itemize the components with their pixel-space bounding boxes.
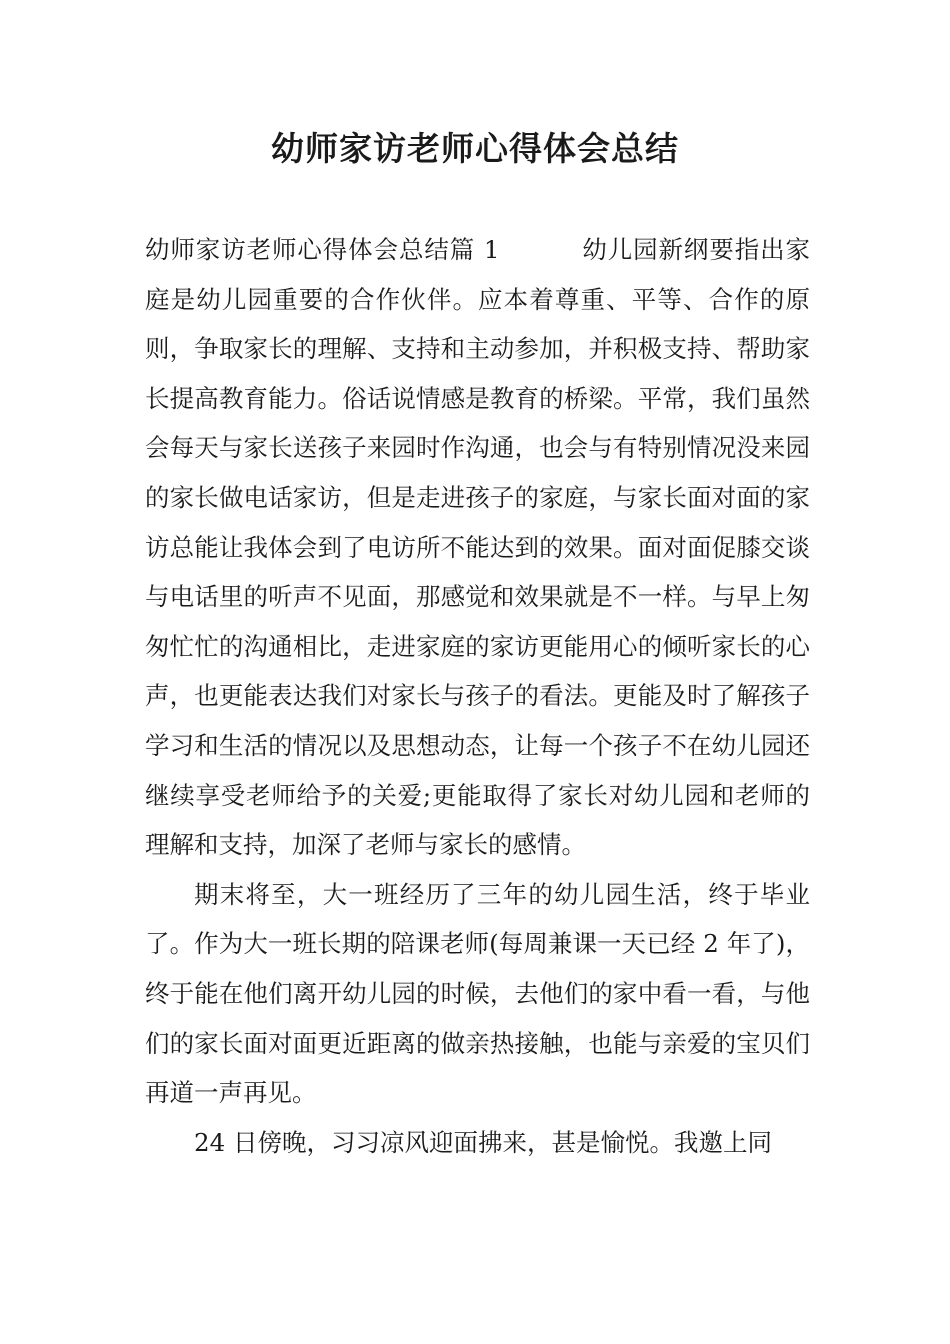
paragraph-text: 幼儿园新纲要指出家庭是幼儿园重要的合作伙伴。应本着尊重、平等、合作的原则，争取家长的理解、支持和主动参加，并积极支持、帮助家长提高教育能力。俗话说情感是教育的桥梁。平常，我们虽然会每天与家长送孩子来园时作沟通，也会与有特别情况没来园的家长做电话家访，但是走进孩子的家庭，与家长面对面的家访总能让我体会到了电访所不能达到的效果。面对面促膝交谈与电话里的听声不见面，那感觉和效果就是不一样。与早上匆匆忙忙的沟通相比，走进家庭的家访更能用心的倾听家长的心声，也更能表达我们对家长与孩子的看法。更能及时了解孩子学习和生活的情况以及思想动态，让每一个孩子不在幼儿园还继续享受老师给予的关爱;更能取得了家长对幼儿园和老师的理解和支持，加深了老师与家长的感情。 [145, 235, 811, 860]
paragraph-2: 期末将至，大一班经历了三年的幼儿园生活，终于毕业了。作为大一班长期的陪课老师(每周兼课一天已经 2 年了)，终于能在他们离开幼儿园的时候，去他们的家中看一看，与他们的家长面对面更近距离的做亲热接触，也能与亲爱的宝贝们再道一声再见。 [145, 879, 810, 1108]
paragraph-3: 24 日傍晚，习习凉风迎面拂来，甚是愉悦。我邀上同 [194, 1127, 772, 1157]
section-heading: 幼师家访老师心得体会总结篇 1 [145, 235, 500, 264]
document-body [145, 225, 810, 1167]
document-title: 幼师家访老师心得体会总结 [271, 129, 679, 168]
paragraph-1 [145, 225, 810, 870]
